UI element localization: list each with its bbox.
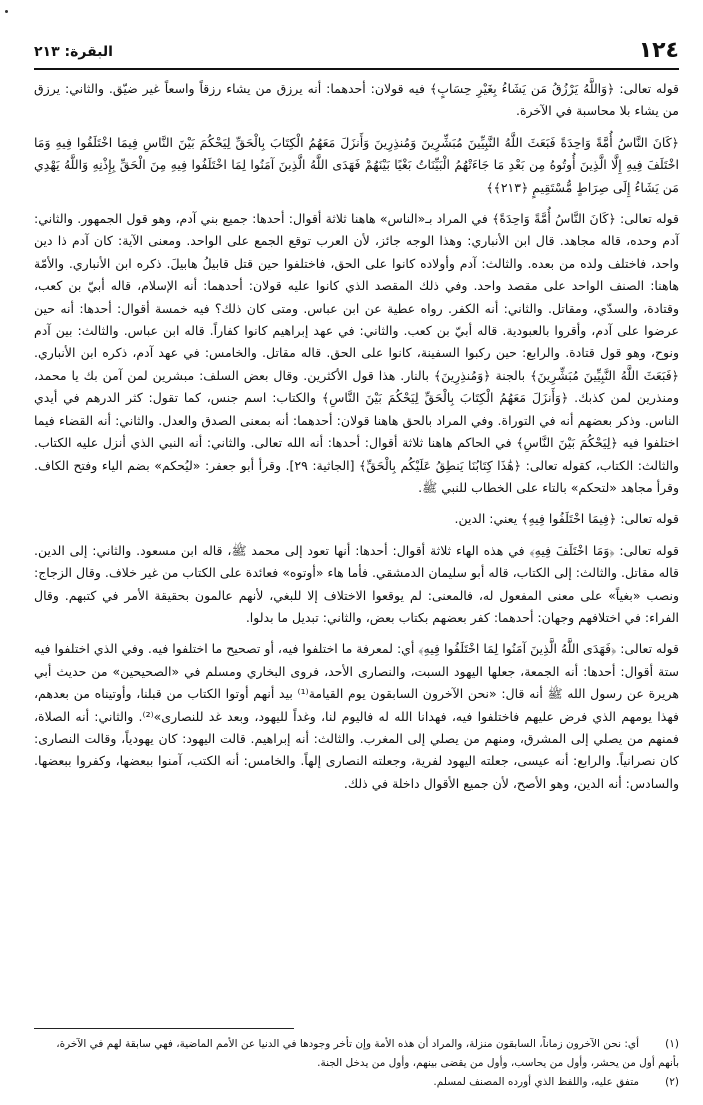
- footnote-number: (٢): [665, 1076, 679, 1088]
- footnote-text: أي: نحن الآخرون زماناً، السابقون منزلة، والمراد أن هذه الأمة وإن تأخر وجودها في الدنيا عن الأمم الماضية، فهي سابقة لهم في الآخرة، بأنهم أول من يحشر، وأول من يحاسب، وأول من يقضى بينهم، وأول من يدخل الجنة.: [56, 1038, 679, 1069]
- paragraph: قوله تعالى: ﴿فَهَدَى اللَّهُ الَّذِينَ آمَنُوا لِمَا اخْتَلَفُوا فِيهِ﴾ أي: لمعرفة ما اختلفوا فيه، أو تصحيح ما اختلفوا فيه. وفي الذي اختلفوا فيه ستة أقوال: أحدها: أنه الجمعة، جعلها اليهود السبت، والنصارى الأحد، فروى البخاري ومسلم في «الصحيحين» من حديث أبي هريرة عن رسول الله ﷺ أنه قال: «نحن الآخرون السابقون يوم القيامة⁽¹⁾ بيد أنهم أوتوا الكتاب من قبلنا، وأوتيناه من بعدهم، فهذا يومهم الذي فرض عليهم فاختلفوا فيه، فهدانا الله له فاليوم لنا، وغداً لليهود، وبعد غد للنصارى»⁽²⁾. والثاني: أنه الصلاة، فمنهم من يصلي إلى المشرق، ومنهم من يصلي إلى المغرب. والثالث: أنه إبراهيم. قالت اليهود: كان يهودياً، وقالت النصارى: كان نصرانياً. والرابع: أنه عيسى، جعلته اليهود لفرية، وجعلته النصارى إلهاً. والخامس: أنه الكتب، آمنوا ببعضها، وكفروا ببعضها. والسادس: أنه الدين، وهو الأصح، لأن جميع الأقوال داخلة في ذلك.: [34, 641, 679, 791]
- footnote-number: (١): [665, 1038, 679, 1050]
- page-header: [34, 38, 679, 70]
- quran-verse: ﴿كَانَ النَّاسُ أُمَّةً وَاحِدَةً فَبَعَثَ اللَّهُ النَّبِيِّينَ مُبَشِّرِينَ وَمُنذِرِينَ وَأَنزَلَ مَعَهُمُ الْكِتَابَ بِالْحَقِّ لِيَحْكُمَ بَيْنَ النَّاسِ فِيمَا اخْتَلَفُوا فِيهِ وَمَا اخْتَلَفَ فِيهِ إِلَّا الَّذِينَ أُوتُوهُ مِن بَعْدِ مَا جَاءَتْهُمُ الْبَيِّنَاتُ بَغْيًا بَيْنَهُمْ فَهَدَى اللَّهُ الَّذِينَ آمَنُوا لِمَا اخْتَلَفُوا فِيهِ مِنَ الْحَقِّ بِإِذْنِهِ وَاللَّهُ يَهْدِي مَن يَشَاءُ إِلَى صِرَاطٍ مُّسْتَقِيمٍ ﴿٢١٣﴾﴾: [34, 134, 679, 195]
- footnote-divider: [34, 1028, 294, 1029]
- paragraph: قوله تعالى: ﴿وَمَا اخْتَلَفَ فِيهِ﴾ في هذه الهاء ثلاثة أقوال: أحدها: أنها تعود إلى محمد ﷺ، قاله ابن مسعود. والثاني: إلى الدين. قاله مقاتل. والثالث: إلى الكتاب، قاله أبو سليمان الدمشقي. فأما هاء «أوتوه» فعائدة على الكتاب من غير خلاف. وقال الزجاج: ونصب «بغياً» على معنى المفعول له، فالمعنى: لم يوقعوا الاختلاف إلا للبغي، لأنهم عالمون بحقيقة الأمر في كتبهم. وقال الفراء: في اختلافهم وجهان: أحدهما: كفر بعضهم بكتاب بعض، والثاني: تبديل ما بدلوا.: [34, 542, 679, 625]
- surah-reference: البقرة: ٢١٣: [34, 44, 113, 60]
- footnote: [34, 1035, 679, 1073]
- footnote-text: متفق عليه، واللفظ الذي أورده المصنف لمسلم.: [433, 1076, 639, 1088]
- footnotes: [34, 1028, 679, 1092]
- page-speck: [5, 10, 8, 13]
- page-number: ١٢٤: [638, 38, 679, 63]
- footnote: [34, 1073, 679, 1092]
- tafsir-body: [34, 78, 679, 795]
- paragraph: قوله تعالى: ﴿كَانَ النَّاسُ أُمَّةً وَاحِدَةً﴾ في المراد بـ«الناس» هاهنا ثلاثة أقوال: أحدها: جميع بني آدم، وهو قول الجمهور. والثاني: آدم وحده، قاله مجاهد. قال ابن الأنباري: وهذا الوجه جائز، لأن العرب توقع الجمع على الواحد. ومعنى الآية: كان آدم ذا دين واحد، فاختلف ولده من بعده. والثالث: آدم وأولاده كانوا على الحق، فاختلفوا حين قتل قابيلُ هابيلَ. ذكره ابن الأنباري. والأمّة هاهنا: الصنف الواحد على مقصد واحد. وفي ذلك المقصد الذي كانوا عليه قولان: أحدهما: أنه الإسلام، قاله أبيّ بن كعب، وقتادة، والسدّي، ومقاتل. والثاني: أنه الكفر. رواه عطية عن ابن عباس. ومتى كان ذلك؟ فيه خمسة أقوال: أحدها: أنه حين عرضوا على آدم، وأقروا بالعبودية. قاله أبيّ بن كعب. والثاني: في عهد إبراهيم كانوا كفاراً. قاله ابن عباس. والثالث: بين آدم ونوح، وهو قول قتادة. والرابع: حين ركبوا السفينة، كانوا على الحق. قاله مقاتل. والخامس: في عهد آدم، ذكره ابن الأنباري. ﴿فَبَعَثَ اللَّهُ النَّبِيِّينَ مُبَشِّرِينَ﴾ بالجنة ﴿وَمُنذِرِينَ﴾ بالنار. هذا قول الأكثرين. وقال بعض السلف: مبشرين لمن آمن بك يا محمد، ومنذرين لمن كذبك. ﴿وَأَنزَلَ مَعَهُمُ الْكِتَابَ بِالْحَقِّ لِيَحْكُمَ بَيْنَ النَّاسِ﴾ والكتاب: اسم جنس، كما تقول: كثر الدرهم في أيدي الناس. وذكر بعضهم أنه في التوراة. وفي المراد بالحق هاهنا قولان: أحدهما: أنه بمعنى الصدق والعدل. والثاني: أنه القضاء فيما اختلفوا فيه ﴿لِيَحْكُمَ بَيْنَ النَّاسِ﴾ في الحاكم هاهنا ثلاثة أقوال: أحدها: أنه الله تعالى. والثاني: أنه النبي الذي أنزل عليه الكتاب. والثالث: الكتاب، كقوله تعالى: ﴿هَٰذَا كِتَابُنَا يَنطِقُ عَلَيْكُم بِالْحَقِّ﴾ [الجاثية: ٢٩]. وقرأ أبو جعفر: «ليُحكم» بضم الياء وفتح الكاف. وقرأ مجاهد «لتحكم» بالتاء على الخطاب للنبي ﷺ.: [34, 211, 679, 495]
- paragraph: قوله تعالى: ﴿فِيمَا اخْتَلَفُوا فِيهِ﴾ يعني: الدين.: [454, 511, 679, 527]
- book-page: [34, 38, 679, 1088]
- paragraph: قوله تعالى: ﴿وَاللَّهُ يَرْزُقُ مَن يَشَاءُ بِغَيْرِ حِسَابٍ﴾ فيه قولان: أحدهما: أنه يرزق من يشاء رزقاً واسعاً غير ضيّق. والثاني: يرزق من يشاء بلا محاسبة في الآخرة.: [34, 81, 679, 119]
